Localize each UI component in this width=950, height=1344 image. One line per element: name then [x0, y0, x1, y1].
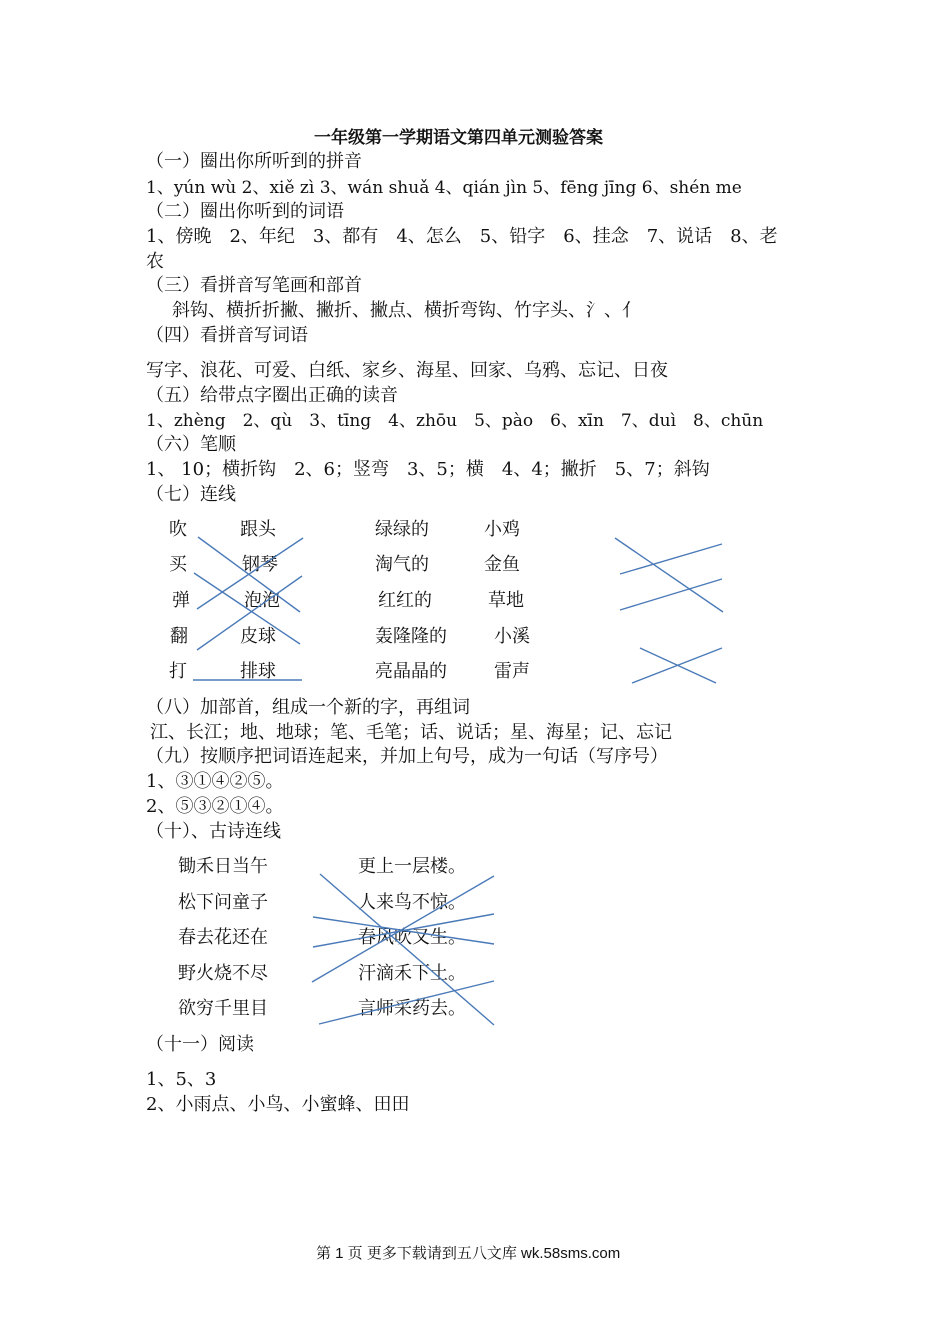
section-8-answer: 江、长江；地、地球；笔、毛笔；话、说话；星、海星；记、忘记 — [150, 722, 672, 743]
poem-line-right: 汗滴禾下土。 — [358, 963, 466, 984]
poem-line-left: 锄禾日当午 — [178, 856, 268, 877]
match-word: 跟头 — [240, 519, 276, 540]
poem-line-left: 野火烧不尽 — [178, 963, 268, 984]
match-line — [313, 914, 494, 947]
match-word: 买 — [169, 554, 187, 575]
match-word: 小鸡 — [484, 519, 520, 540]
match-word: 排球 — [240, 661, 276, 682]
poem-line-right: 人来鸟不惊。 — [358, 892, 466, 913]
section-11-heading: （十一）阅读 — [146, 1034, 254, 1055]
match-line — [197, 576, 302, 650]
section-11-answer-2: 2、小雨点、小鸟、小蜜蜂、田田 — [146, 1094, 410, 1115]
section-2-answer-line2: 农 — [146, 251, 164, 272]
section-9-answer-1: 1、③①④②⑤。 — [146, 771, 284, 792]
match-word: 翻 — [170, 626, 188, 647]
match-word: 钢琴 — [242, 554, 278, 575]
poem-line-left: 春去花还在 — [178, 927, 268, 948]
section-10-heading: （十）、古诗连线 — [146, 821, 281, 842]
section-1-heading: （一）圈出你所听到的拼音 — [146, 151, 362, 172]
poem-line-left: 松下问童子 — [178, 892, 268, 913]
match-word: 弹 — [172, 590, 190, 611]
section-8-heading: （八）加部首，组成一个新的字，再组词 — [146, 697, 470, 718]
section-11-answer-1: 1、5、3 — [146, 1069, 217, 1090]
match-line — [620, 544, 722, 574]
match-word: 吹 — [169, 519, 187, 540]
section-5-heading: （五）给带点字圈出正确的读音 — [146, 385, 398, 406]
match-line — [312, 876, 494, 982]
section-4-answer: 写字、浪花、可爱、白纸、家乡、海星、回家、乌鸦、忘记、日夜 — [146, 360, 668, 381]
section-5-answer: 1、zhèng 2、qù 3、tīng 4、zhōu 5、pào 6、xīn 7、duì 8、chūn — [146, 411, 764, 431]
section-4-heading: （四）看拼音写词语 — [146, 325, 308, 346]
poem-line-right: 更上一层楼。 — [358, 856, 466, 877]
match-word: 打 — [169, 661, 187, 682]
match-word: 皮球 — [240, 626, 276, 647]
match-word: 金鱼 — [484, 554, 520, 575]
match-word: 淘气的 — [375, 554, 429, 575]
section-9-heading: （九）按顺序把词语连起来，并加上句号，成为一句话（写序号） — [146, 746, 668, 767]
poem-line-right: 春风吹又生。 — [358, 927, 466, 948]
page-title: 一年级第一学期语文第四单元测验答案 — [314, 128, 603, 148]
match-word: 轰隆隆的 — [375, 626, 447, 647]
match-word: 小溪 — [494, 626, 530, 647]
match-word: 雷声 — [494, 661, 530, 682]
poem-line-right: 言师采药去。 — [358, 998, 466, 1019]
section-9-answer-2: 2、⑤③②①④。 — [146, 796, 284, 817]
match-line — [194, 573, 300, 644]
section-2-answer-line1: 1、傍晚 2、年纪 3、都有 4、怎么 5、铅字 6、挂念 7、说话 8、老 — [146, 226, 778, 247]
section-3-answer: 斜钩、横折折撇、撇折、撇点、横折弯钩、竹字头、氵、亻 — [172, 300, 640, 321]
section-2-heading: （二）圈出你听到的词语 — [146, 201, 344, 222]
match-word: 泡泡 — [244, 590, 280, 611]
match-word: 红红的 — [378, 590, 432, 611]
match-word: 亮晶晶的 — [375, 661, 447, 682]
poem-line-left: 欲穷千里目 — [178, 998, 268, 1019]
section-3-heading: （三）看拼音写笔画和部首 — [146, 275, 362, 296]
match-line — [620, 579, 722, 610]
section-6-answer: 1、 10；横折钩 2、6；竖弯 3、5；横 4、4；撇折 5、7；斜钩 — [146, 459, 710, 480]
section-7-heading: （七）连线 — [146, 484, 236, 505]
match-word: 绿绿的 — [375, 519, 429, 540]
page-footer: 第 1 页 更多下载请到五八文库 wk.58sms.com — [316, 1245, 621, 1262]
match-word: 草地 — [488, 590, 524, 611]
section-6-heading: （六）笔顺 — [146, 434, 236, 455]
section-1-answer: 1、yún wù 2、xiě zì 3、wán shuǎ 4、qián jìn 5、fēng jīng 6、shén me — [146, 178, 742, 198]
match-line — [632, 648, 722, 683]
